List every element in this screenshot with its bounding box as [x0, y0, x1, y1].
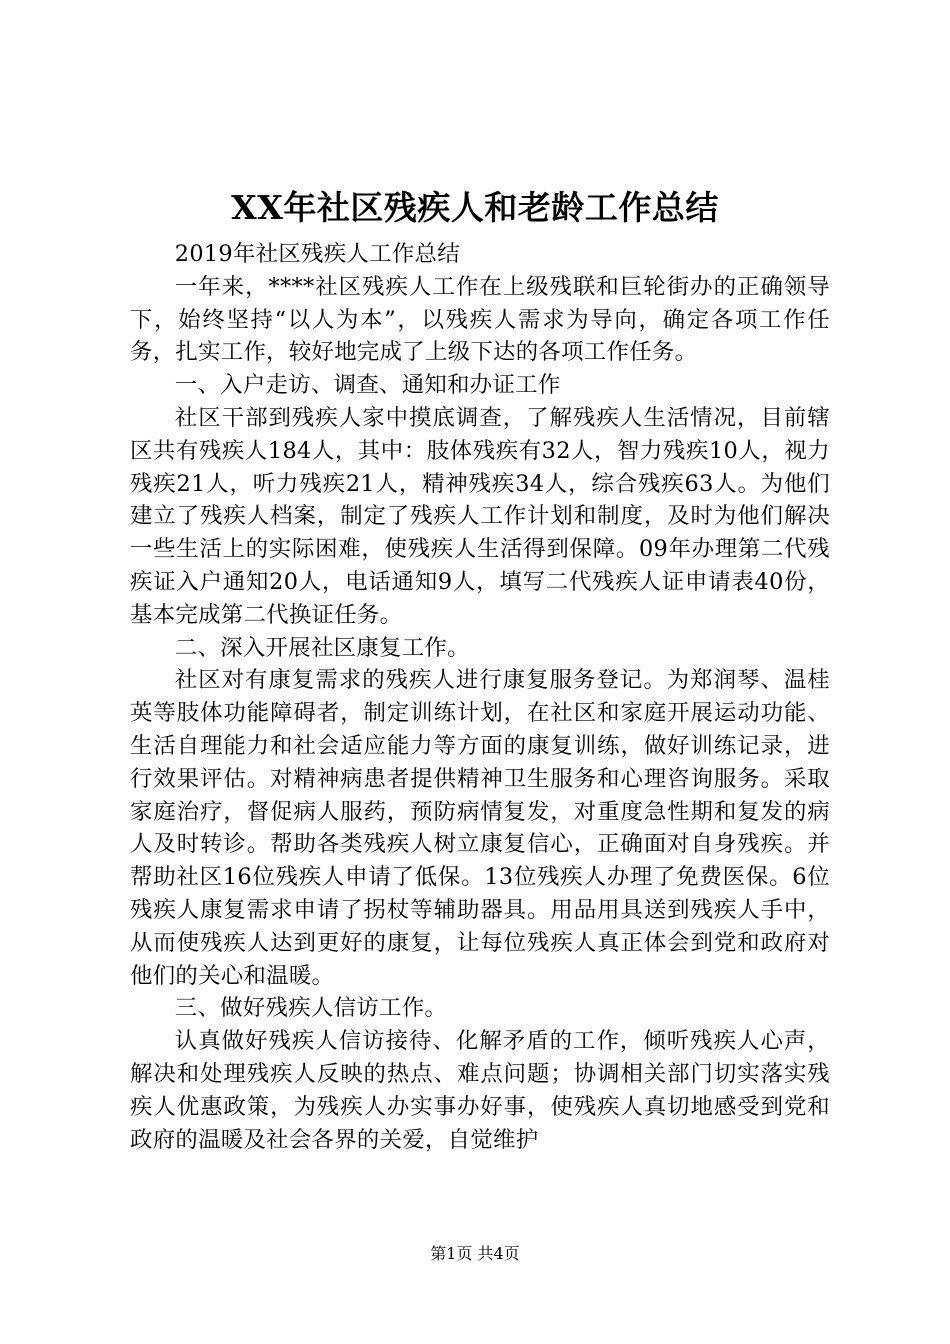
section-2-paragraph: 社区对有康复需求的残疾人进行康复服务登记。为郑润琴、温桂英等肢体功能障碍者，制定训练计划，在社区和家庭开展运动功能、生活自理能力和社会适应能力等方面的康复训练，做好训练记录，进行效果评估。对精神病患者提供精神卫生服务和心理咨询服务。采取家庭治疗，督促病人服药，预防病情复发，对重度急性期和复发的病人及时转诊。帮助各类残疾人树立康复信心，正确面对自身残疾。并帮助社区16位残疾人申请了低保。13位残疾人办理了免费医保。6位残疾人康复需求申请了拐杖等辅助器具。用品用具送到残疾人手中，从而使残疾人达到更好的康复，让每位残疾人真正体会到党和政府对他们的关心和温暖。	[130, 667, 830, 989]
intro-paragraph: 一年来，****社区残疾人工作在上级残联和巨轮街办的正确领导下，始终坚持“以人为本”，以残疾人需求为导向，确定各项工作任务，扎实工作，较好地完成了上级下达的各项工作任务。	[130, 273, 830, 366]
section-1-paragraph: 社区干部到残疾人家中摸底调查，了解残疾人生活情况，目前辖区共有残疾人184人，其中：肢体残疾有32人，智力残疾10人，视力残疾21人，听力残疾21人，精神残疾34人，综合残疾63人。为他们建立了残疾人档案，制定了残疾人工作计划和制度，及时为他们解决一些生活上的实际困难，使残疾人生活得到保障。09年办理第二代残疾证入户通知20人，电话通知9人，填写二代残疾人证申请表40份，基本完成第二代换证任务。	[130, 404, 830, 628]
section-heading-3: 三、做好残疾人信访工作。	[174, 995, 448, 1022]
page-footer: 第1页 共4页	[430, 1244, 520, 1263]
document-body	[130, 238, 830, 1156]
subtitle-paragraph: 2019年社区残疾人工作总结	[174, 241, 460, 267]
section-3-paragraph: 认真做好残疾人信访接待、化解矛盾的工作，倾听残疾人心声，解决和处理残疾人反映的热点、难点问题；协调相关部门切实落实残疾人优惠政策，为残疾人办实事办好事，使残疾人真切地感受到党和政府的温暖及社会各界的关爱，自觉维护	[130, 1028, 830, 1153]
section-heading-2: 二、深入开展社区康复工作。	[174, 634, 470, 661]
document-title: XX年社区残疾人和老龄工作总结	[231, 188, 719, 227]
section-heading-1: 一、入户走访、调查、通知和办证工作	[174, 372, 561, 399]
